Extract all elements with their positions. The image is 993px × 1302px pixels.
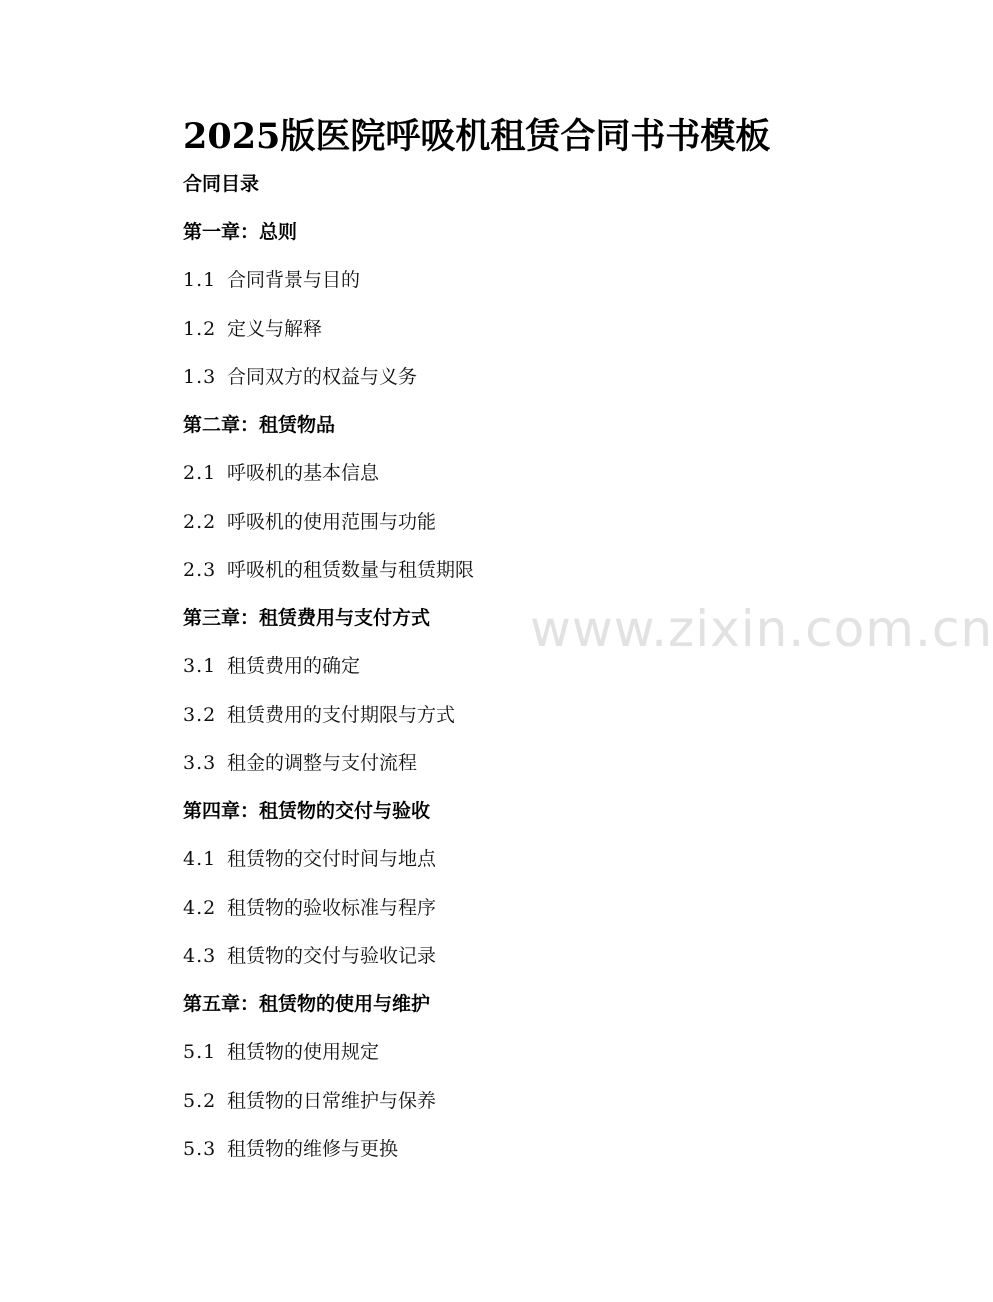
toc-section-label: 定义与解释 [227,317,323,340]
toc-section-label: 租赁物的使用规定 [227,1041,380,1064]
toc-section-number: 2.1 [183,462,217,485]
toc-section-number: 2.3 [183,558,217,581]
toc-heading: 合同目录 [183,173,260,195]
toc-section-number: 1.2 [183,317,217,340]
toc-section-number: 5.2 [183,1089,217,1112]
table-of-contents [183,218,474,1183]
toc-section-item [183,845,474,893]
toc-section-item [183,556,474,604]
toc-section-label: 租赁费用的确定 [227,655,361,678]
toc-section-label: 租赁费用的支付期限与方式 [227,703,456,726]
toc-section-item [183,894,474,942]
toc-section-item [183,749,474,797]
toc-section-label: 租赁物的日常维护与保养 [227,1089,437,1112]
toc-section-item [183,508,474,556]
toc-section-number: 3.1 [183,655,217,678]
toc-section-item [183,652,474,700]
toc-section-number: 2.2 [183,510,217,533]
toc-section-label: 租赁物的交付与验收记录 [227,944,437,967]
toc-section-number: 4.3 [183,944,217,967]
document-title: 2025版医院呼吸机租赁合同书书模板 [183,116,771,157]
toc-section-label: 租金的调整与支付流程 [227,751,418,774]
watermark: www.zixin.com.cn [530,600,993,658]
toc-section-label: 呼吸机的租赁数量与租赁期限 [227,558,475,581]
toc-section-number: 4.2 [183,896,217,919]
toc-section-item [183,1038,474,1086]
toc-section-label: 租赁物的交付时间与地点 [227,848,437,871]
toc-section-label: 租赁物的维修与更换 [227,1137,399,1160]
toc-section-item [183,1135,474,1183]
toc-section-number: 3.2 [183,703,217,726]
toc-section-item [183,315,474,363]
toc-section-item [183,459,474,507]
toc-section-number: 1.1 [183,269,217,292]
toc-section-number: 5.1 [183,1041,217,1064]
toc-section-label: 租赁物的验收标准与程序 [227,896,437,919]
toc-section-label: 合同背景与目的 [227,269,361,292]
toc-section-label: 呼吸机的使用范围与功能 [227,510,437,533]
toc-section-item [183,266,474,314]
toc-chapter-heading: 第二章：租赁物品 [183,414,336,436]
toc-section-number: 3.3 [183,751,217,774]
toc-chapter-heading: 第三章：租赁费用与支付方式 [183,607,431,629]
toc-section-item [183,942,474,990]
toc-section-number: 4.1 [183,848,217,871]
toc-chapter-heading: 第四章：租赁物的交付与验收 [183,800,431,822]
toc-section-label: 合同双方的权益与义务 [227,365,418,388]
toc-section-item [183,363,474,411]
toc-section-item [183,701,474,749]
toc-chapter-heading: 第五章：租赁物的使用与维护 [183,993,431,1015]
toc-section-item [183,1087,474,1135]
toc-section-label: 呼吸机的基本信息 [227,462,380,485]
toc-chapter-heading: 第一章：总则 [183,221,298,243]
toc-section-number: 5.3 [183,1137,217,1160]
toc-section-number: 1.3 [183,365,217,388]
